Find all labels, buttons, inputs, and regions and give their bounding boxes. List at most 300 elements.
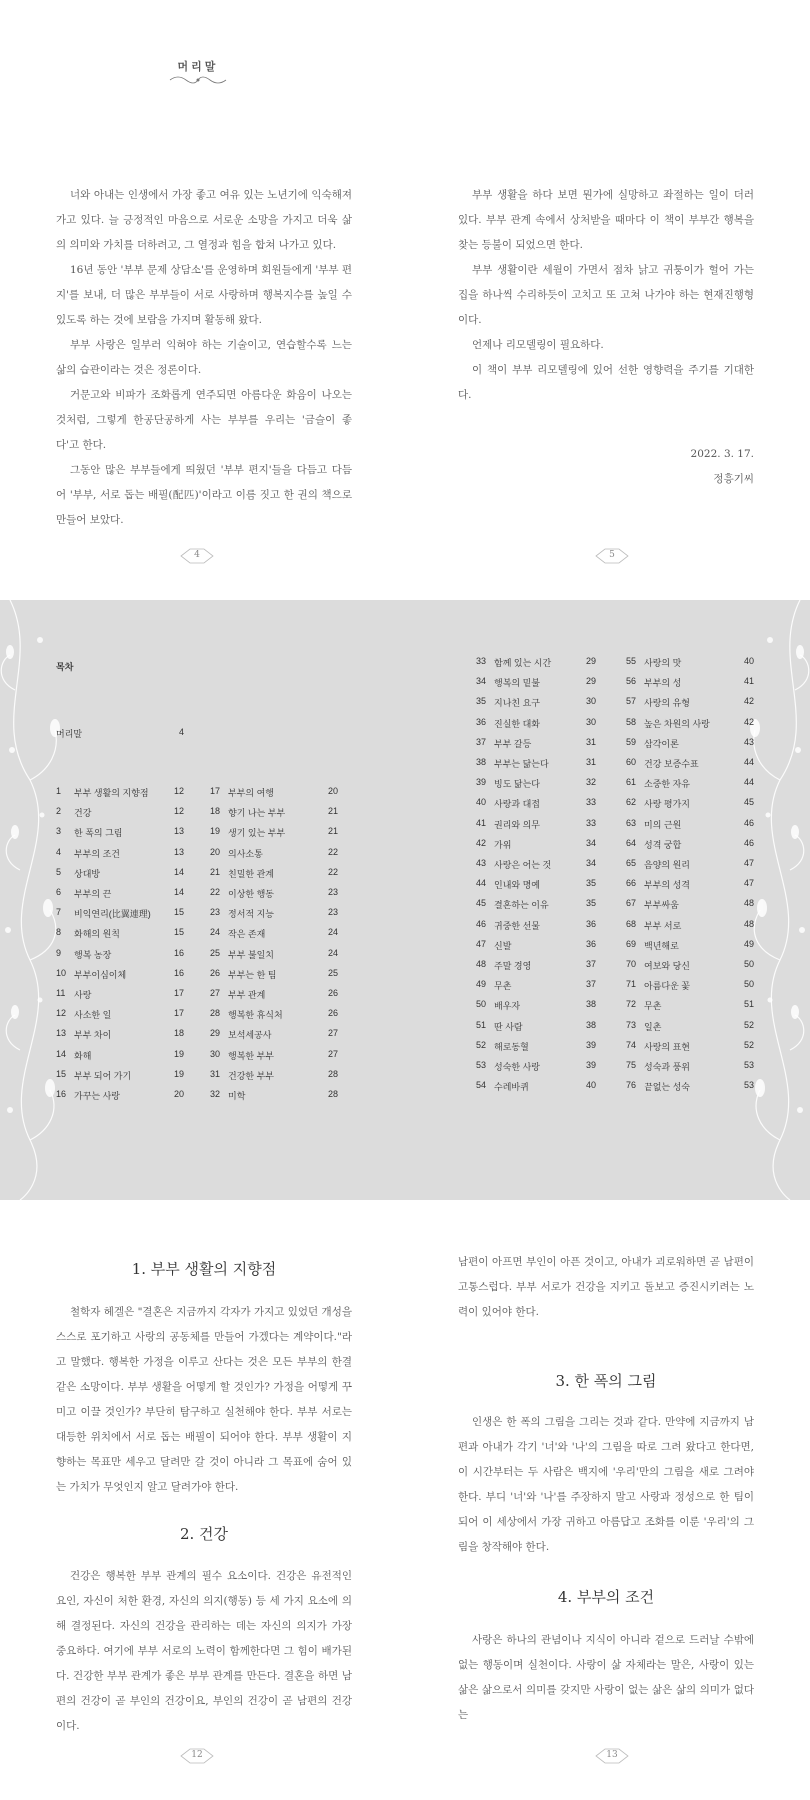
preface-paragraph: 부부 사랑은 일부러 익혀야 하는 기술이고, 연습할수록 느는 삶의 습관이라는 것은 정론이다. [56, 339, 352, 376]
toc-entry[interactable] [56, 948, 184, 962]
toc-entry[interactable] [476, 1020, 596, 1034]
toc-entry[interactable] [626, 1080, 754, 1094]
chapter-title: 4. 부부의 조건 [557, 1588, 655, 1606]
toc-entry-number: 25 [210, 947, 221, 958]
toc-entry-label: 여보와 당신 [644, 961, 690, 971]
toc-entry[interactable] [476, 878, 596, 892]
toc-entry-label: 삼각이론 [644, 738, 679, 749]
toc-entry-label: 부부 서로 [644, 920, 682, 931]
toc-entry-label: 향기 나는 부부 [228, 808, 286, 819]
toc-entry[interactable] [626, 1060, 754, 1074]
toc-entry-page: 13 [173, 846, 184, 857]
toc-entry-number: 58 [626, 716, 637, 727]
toc-entry-label: 친밀한 관계 [228, 868, 274, 879]
toc-entry[interactable] [626, 757, 754, 771]
preface-paragraph: 그동안 많은 부부들에게 띄웠던 '부부 편지'들을 다듬고 다듬어 '부부, 서로 돕는 배필(配匹)'이라고 이름 짓고 한 권의 책으로 만들어 보았다. [56, 464, 352, 526]
toc-entry-label: 부부의 조건 [74, 848, 120, 859]
toc-entry-label: 부부 불일치 [228, 949, 274, 960]
toc-entry-page: 27 [327, 1048, 338, 1059]
preface-paragraph: 언제나 리모델링이 필요하다. [472, 339, 604, 351]
toc-entry-page: 36 [585, 918, 596, 929]
toc-entry-number: 10 [56, 967, 67, 978]
toc-entry-label: 성숙과 풍위 [644, 1062, 690, 1072]
toc-entry-number: 56 [626, 676, 637, 687]
toc-entry-page: 29 [585, 676, 596, 687]
toc-entry-number: 37 [476, 736, 487, 747]
preface-paragraph: 거문고와 비파가 조화롭게 연주되면 아름다운 화음이 나오는 것처럼, 그렇게 한공단공하게 사는 부부를 우리는 '금슬이 좋다'고 한다. [56, 389, 352, 451]
toc-entry[interactable] [626, 696, 754, 710]
toc-entry-label: 결혼하는 이유 [494, 900, 549, 911]
toc-entry[interactable] [626, 737, 754, 751]
toc-entry[interactable] [210, 927, 338, 941]
toc-title: 목차 [56, 662, 74, 672]
toc-entry[interactable] [626, 858, 754, 872]
toc-entry-label: 부부의 성격 [644, 880, 690, 891]
toc-entry-label: 생기 있는 부부 [228, 828, 286, 839]
toc-entry[interactable] [56, 887, 184, 901]
toc-entry-number: 73 [626, 1019, 637, 1030]
toc-entry-number: 54 [476, 1080, 487, 1091]
toc-entry-number: 68 [626, 918, 637, 929]
toc-entry-label: 딴 사람 [494, 1021, 523, 1032]
toc-entry-number: 22 [210, 887, 221, 897]
header-ornament-icon [168, 74, 228, 86]
toc-entry-number: 18 [210, 806, 221, 817]
toc-entry[interactable] [476, 838, 596, 852]
toc-entry-number: 72 [626, 999, 637, 1010]
toc-entry-number: 39 [476, 777, 487, 788]
preface-right-text [458, 183, 754, 492]
toc-entry-page: 52 [743, 1019, 754, 1030]
page-number: 5 [595, 548, 629, 564]
toc-entry[interactable] [56, 826, 184, 840]
toc-entry-label: 사랑의 유형 [644, 698, 690, 709]
toc-entry-page: 24 [327, 947, 338, 958]
toc-entry-label: 행복의 밑불 [494, 678, 540, 689]
toc-entry-number: 34 [476, 676, 487, 687]
toc-entry-label: 해로동혈 [494, 1041, 529, 1052]
toc-entry-page: 48 [743, 918, 754, 929]
toc-entry-page: 28 [327, 1089, 338, 1099]
chapter-title: 2. 건강 [179, 1525, 229, 1543]
toc-entry[interactable] [626, 717, 754, 731]
toc-entry[interactable] [210, 1049, 338, 1063]
toc-entry-number: 35 [476, 696, 487, 707]
toc-entry[interactable] [476, 939, 596, 953]
toc-entry-label: 수레바퀴 [494, 1082, 529, 1093]
toc-entry-label: 사랑의 표현 [644, 1041, 690, 1052]
toc-entry-page: 22 [327, 866, 338, 877]
toc-entry-label: 사랑 [74, 990, 92, 1000]
toc-entry[interactable] [210, 1008, 338, 1022]
toc-entry[interactable] [56, 1069, 184, 1083]
toc-entry-number: 21 [210, 866, 221, 877]
toc-entry-page: 30 [585, 716, 596, 727]
toc-entry-label: 사랑과 대접 [494, 799, 540, 810]
toc-entry[interactable] [210, 948, 338, 962]
toc-entry-number: 13 [56, 1028, 67, 1039]
toc-entry-page: 31 [585, 736, 596, 747]
toc-entry[interactable] [626, 1040, 754, 1054]
toc-entry-page: 32 [585, 777, 596, 788]
toc-entry-page: 21 [327, 826, 338, 837]
toc-entry-label: 귀중한 선물 [494, 920, 540, 931]
toc-entry-number: 64 [626, 837, 637, 848]
toc-entry-number: 48 [476, 959, 487, 969]
toc-entry-label: 의사소통 [228, 848, 263, 859]
preface-paragraph: 16년 동안 '부부 문제 상담소'를 운영하며 회원들에게 '부부 편지'를 보내, 더 많은 부부들이 서로 사랑하며 행복지수를 높일 수 있도록 하는 것에 보람을 가지며 활동해 왔다. [56, 264, 353, 326]
preface-spread [0, 0, 810, 600]
preface-date: 2022. 3. 17. [690, 448, 754, 460]
toc-entry-page: 39 [585, 1060, 596, 1070]
toc-entry-label: 건강 [74, 808, 92, 819]
toc-entry-label: 높은 차원의 사랑 [644, 718, 710, 729]
toc-entry-label: 끝없는 성숙 [644, 1082, 690, 1093]
toc-entry-number: 3 [56, 826, 62, 837]
toc-entry-label: 사랑 평가지 [644, 799, 690, 810]
toc-entry-page: 45 [743, 797, 754, 808]
toc-entry[interactable] [476, 777, 596, 791]
toc-entry-number: 67 [626, 898, 637, 909]
toc-entry[interactable] [476, 979, 596, 993]
toc-entry[interactable] [626, 898, 754, 912]
toc-entry-label: 부부의 끈 [74, 889, 112, 899]
toc-entry-page: 34 [585, 837, 596, 848]
toc-entry[interactable] [626, 676, 754, 690]
toc-entry[interactable] [56, 867, 184, 881]
toc-entry-page: 29 [585, 656, 596, 666]
toc-entry-page: 30 [585, 696, 596, 707]
toc-entry[interactable] [626, 656, 754, 670]
toc-entry[interactable] [210, 1028, 338, 1042]
toc-entry[interactable] [210, 1069, 338, 1083]
toc-entry-label: 일촌 [644, 1021, 662, 1032]
toc-entry-page: 51 [743, 999, 754, 1010]
toc-entry-label: 음양의 원리 [644, 860, 690, 870]
toc-entry-label: 사소한 일 [74, 1010, 112, 1021]
toc-entry-page: 13 [173, 826, 184, 837]
toc-entry-label: 부부 되어 가기 [74, 1070, 132, 1081]
toc-entry[interactable] [210, 847, 338, 861]
toc-entry[interactable] [56, 1089, 184, 1103]
toc-entry-label: 행복 농장 [74, 949, 112, 960]
toc-entry-number: 19 [210, 826, 221, 837]
toc-entry[interactable] [56, 1028, 184, 1042]
toc-entry[interactable] [476, 858, 596, 872]
toc-entry-number: 29 [210, 1028, 221, 1039]
toc-entry-number: 44 [476, 878, 487, 889]
toc-entry-number: 6 [56, 887, 62, 897]
toc-entry-label: 정서적 지능 [228, 909, 274, 920]
toc-entry[interactable] [56, 907, 184, 921]
toc-entry-page: 14 [173, 866, 184, 877]
toc-entry-number: 2 [56, 806, 62, 817]
toc-entry-page: 41 [743, 676, 754, 687]
toc-entry[interactable] [626, 939, 754, 953]
toc-entry-number: 57 [626, 696, 637, 707]
toc-entry-label: 화해 [74, 1050, 92, 1061]
toc-entry-label: 보석세공사 [228, 1030, 272, 1041]
toc-entry[interactable] [210, 806, 338, 820]
toc-entry-label: 부부싸움 [644, 900, 679, 911]
toc-entry[interactable] [626, 919, 754, 933]
page-number: 4 [180, 548, 214, 564]
toc-entry-number: 30 [210, 1048, 221, 1059]
toc-entry-page: 35 [585, 898, 596, 909]
toc-entry-page: 44 [743, 777, 754, 788]
toc-entry-label: 지나친 요구 [494, 698, 540, 709]
toc-entry[interactable] [56, 806, 184, 820]
toc-entry[interactable] [56, 1008, 184, 1022]
toc-entry[interactable] [626, 1020, 754, 1034]
toc-entry-page: 16 [173, 967, 184, 978]
toc-entry-page: 39 [585, 1039, 596, 1050]
toc-entry[interactable] [476, 1040, 596, 1054]
toc-entry-page: 40 [743, 656, 754, 666]
toc-entry-label: 백년해로 [644, 940, 679, 951]
toc-entry-page: 33 [585, 817, 596, 828]
toc-entry-label: 성숙한 사랑 [494, 1062, 540, 1072]
toc-entry-page: 38 [585, 999, 596, 1010]
toc-entry[interactable] [476, 717, 596, 731]
toc-entry[interactable] [210, 907, 338, 921]
toc-entry-label: 행복한 부부 [228, 1050, 274, 1061]
toc-entry[interactable] [476, 999, 596, 1013]
toc-entry-label: 무촌 [644, 1001, 662, 1012]
toc-entry-number: 31 [210, 1068, 221, 1079]
toc-entry-label: 신발 [494, 940, 512, 951]
toc-entry-number: 66 [626, 878, 637, 889]
toc-entry-label: 인내와 명예 [494, 880, 540, 891]
toc-entry-page: 21 [327, 806, 338, 817]
toc-entry[interactable] [56, 847, 184, 861]
toc-entry-page: 18 [173, 1028, 184, 1039]
toc-entry[interactable] [626, 818, 754, 832]
toc-entry-label: 이상한 행동 [228, 889, 274, 899]
toc-entry-number: 71 [626, 979, 637, 990]
toc-entry-number: 27 [210, 988, 221, 998]
toc-entry-page: 23 [327, 887, 338, 897]
toc-entry-number: 32 [210, 1089, 221, 1099]
toc-entry[interactable] [626, 838, 754, 852]
toc-entry-number: 62 [626, 797, 637, 808]
toc-entry[interactable] [626, 959, 754, 973]
toc-entry[interactable] [210, 1089, 338, 1103]
toc-entry-label: 미의 근원 [644, 819, 682, 830]
toc-entry[interactable] [476, 1060, 596, 1074]
toc-entry-number: 42 [476, 837, 487, 848]
toc-entry[interactable] [476, 737, 596, 751]
toc-entry-number: 17 [210, 786, 221, 796]
toc-entry[interactable] [626, 999, 754, 1013]
toc-entry-number: 4 [56, 846, 62, 857]
toc-entry-label: 작은 존재 [228, 929, 266, 940]
toc-entry-label: 배우자 [494, 1001, 521, 1012]
toc-entry-number: 33 [476, 656, 487, 666]
toc-entry-page: 17 [173, 988, 184, 998]
toc-entry-page: 15 [173, 907, 184, 918]
toc-entry-label: 권리와 의무 [494, 819, 540, 830]
toc-entry-number: 53 [476, 1060, 487, 1070]
toc-entry-number: 20 [210, 846, 221, 857]
toc-entry-label: 한 폭의 그림 [74, 828, 123, 839]
toc-entry-page: 14 [173, 887, 184, 897]
toc-entry-number: 52 [476, 1039, 487, 1050]
page-number: 12 [180, 1748, 214, 1764]
toc-entry-page: 16 [173, 947, 184, 958]
toc-entry-number: 70 [626, 959, 637, 969]
toc-entry[interactable] [476, 959, 596, 973]
toc-entry-page: 12 [173, 806, 184, 817]
toc-entry-number: 59 [626, 736, 637, 747]
toc-spread [0, 600, 810, 1200]
toc-entry-label: 부부 차이 [74, 1030, 112, 1041]
toc-entry[interactable] [476, 818, 596, 832]
toc-entry-page: 34 [585, 858, 596, 868]
chapter-text: 인생은 한 폭의 그림을 그리는 것과 같다. 만약에 지금까지 남편과 아내가 각기 '너'와 '나'의 그림을 따로 그려 왔다고 한다면, 이 시간부터는 두 사람은 백지에 '우리'만의 그림을 새로 그려야 한다. 부디 '너'와 '나'를 주장하지 말고 사랑과 정성으로 한 팀이 되어 이 세상에서 가장 귀하고 아름답고 조화를 이룬 '우리'의 그림을 창작해야 한다. [458, 1416, 754, 1553]
toc-entry[interactable] [476, 797, 596, 811]
toc-entry-label: 빙도 닮는다 [494, 779, 540, 790]
toc-entry-number: 63 [626, 817, 637, 828]
toc-entry-number: 14 [56, 1048, 67, 1059]
chapter-title: 3. 한 폭의 그림 [555, 1372, 657, 1390]
toc-entry-page: 46 [743, 837, 754, 848]
toc-entry-preface[interactable] [56, 727, 184, 741]
toc-entry-label: 무촌 [494, 981, 512, 992]
toc-entry-page: 37 [585, 979, 596, 990]
chapter-text: 건강은 행복한 부부 관계의 필수 요소이다. 건강은 유전적인 요인, 자신이 처한 환경, 자신의 의지(행동) 등 세 가지 요소에 의해 결정된다. 자신의 건강을 관리하는 데는 자신의 의지가 가장 중요하다. 여기에 부부 서로의 노력이 함께한다면 그 힘이 배가된다. 건강한 부부 관계가 좋은 부부 관계를 만든다. 결혼을 하면 남편의 건강이 곧 부인의 건강이요, 부인의 건강이 곧 남편의 건강이다. [56, 1570, 352, 1732]
toc-entry-number: 69 [626, 938, 637, 949]
toc-entry-number: 8 [56, 927, 62, 938]
toc-entry-label: 부부의 성 [644, 678, 682, 689]
toc-entry-page: 48 [743, 898, 754, 909]
toc-entry[interactable] [476, 676, 596, 690]
toc-entry-label: 함께 있는 시간 [494, 658, 552, 668]
toc-entry-number: 1 [56, 786, 62, 796]
toc-entry[interactable] [56, 968, 184, 982]
toc-entry-page: 47 [743, 878, 754, 889]
preface-author: 정흥기씨 [713, 473, 754, 485]
toc-entry-label: 화해의 원칙 [74, 929, 120, 940]
chapter-text: 남편이 아프면 부인이 아픈 것이고, 아내가 괴로워하면 곧 남편이 고통스럽다. 부부 서로가 건강을 지키고 돌보고 증진시키려는 노력이 있어야 한다. [458, 1256, 754, 1318]
toc-entry-page: 42 [743, 716, 754, 727]
toc-entry-page: 46 [743, 817, 754, 828]
toc-entry-page: 27 [327, 1028, 338, 1039]
toc-entry-page: 38 [585, 1019, 596, 1030]
toc-entry[interactable] [210, 786, 338, 800]
toc-entry[interactable] [476, 919, 596, 933]
toc-entry-number: 45 [476, 898, 487, 909]
toc-entry-number: 26 [210, 967, 221, 978]
toc-entry-number: 61 [626, 777, 637, 788]
toc-entry[interactable] [476, 1080, 596, 1094]
toc-entry[interactable] [210, 968, 338, 982]
toc-entry[interactable] [626, 979, 754, 993]
toc-entry-number: 51 [476, 1019, 487, 1030]
toc-entry-label: 미학 [228, 1091, 246, 1101]
toc-entry-label: 가꾸는 사랑 [74, 1091, 120, 1101]
toc-entry-label: 성격 궁합 [644, 839, 682, 850]
toc-entry-label: 사랑은 어는 것 [494, 860, 552, 870]
toc-entry-label: 가위 [494, 839, 512, 850]
toc-entry-number: 46 [476, 918, 487, 929]
toc-entry-number: 41 [476, 817, 487, 828]
toc-entry[interactable] [56, 1049, 184, 1063]
toc-entry-page: 37 [585, 959, 596, 969]
page-number: 13 [595, 1748, 629, 1764]
toc-entry-number: 76 [626, 1080, 637, 1091]
toc-entry-number: 50 [476, 999, 487, 1010]
toc-entry-label: 사랑의 맛 [644, 658, 682, 668]
toc-entry-page: 43 [743, 736, 754, 747]
toc-entry-number: 11 [56, 988, 66, 998]
toc-entry-number: 55 [626, 656, 637, 666]
toc-entry-label: 건강 보증수표 [644, 759, 699, 769]
toc-entry-number: 9 [56, 947, 62, 958]
toc-entry-page: 47 [743, 858, 754, 868]
toc-entry-page: 12 [173, 786, 184, 796]
toc-entry[interactable] [210, 867, 338, 881]
toc-entry-page: 35 [585, 878, 596, 889]
toc-entry[interactable] [476, 696, 596, 710]
toc-entry[interactable] [56, 786, 184, 800]
toc-entry-number: 38 [476, 757, 487, 767]
toc-entry[interactable] [56, 927, 184, 941]
toc-entry[interactable] [56, 988, 184, 1002]
toc-entry-number: 40 [476, 797, 487, 808]
toc-entry[interactable] [476, 757, 596, 771]
preface-left-text [56, 183, 352, 533]
toc-entry-page: 50 [743, 959, 754, 969]
toc-entry-number: 12 [56, 1008, 67, 1019]
toc-entry[interactable] [476, 656, 596, 670]
toc-entry[interactable] [626, 878, 754, 892]
toc-entry-label: 부부이심이체 [74, 969, 127, 980]
toc-entry-page: 20 [327, 786, 338, 796]
toc-entry[interactable] [210, 887, 338, 901]
toc-entry[interactable] [626, 797, 754, 811]
toc-entry-label: 머리말 [56, 729, 83, 739]
chapter-text: 사랑은 하나의 관념이나 지식이 아니라 겉으로 드러날 수밖에 없는 행동이며 실천이다. 사랑이 삶 자체라는 말은, 사랑이 있는 삶은 삶으로서 의미를 갖지만 사랑이 없는 삶은 삶의 의미가 없다는 [458, 1634, 754, 1721]
preface-paragraph: 부부 생활이란 세월이 가면서 점차 낡고 귀퉁이가 헐어 가는 집을 하나씩 수리하듯이 고치고 또 고쳐 나가야 하는 현재진행형이다. [458, 264, 754, 326]
toc-entry-label: 부부 관계 [228, 990, 266, 1000]
toc-entry-label: 행복한 휴식처 [228, 1010, 283, 1021]
toc-entry-page: 31 [585, 757, 596, 767]
toc-entry-page: 22 [327, 846, 338, 857]
toc-entry-page: 33 [585, 797, 596, 808]
toc-entry-page: 24 [327, 927, 338, 938]
toc-entry[interactable] [210, 988, 338, 1002]
toc-entry-label: 소중한 자유 [644, 779, 690, 790]
preface-header: 머리말 [177, 60, 219, 73]
toc-entry[interactable] [476, 898, 596, 912]
toc-entry-number: 23 [210, 907, 221, 918]
toc-entry-label: 부부 갈등 [494, 738, 532, 749]
toc-entry-number: 15 [56, 1068, 67, 1079]
toc-entry[interactable] [210, 826, 338, 840]
toc-entry-page: 36 [585, 938, 596, 949]
toc-entry-number: 36 [476, 716, 487, 727]
toc-entry-number: 28 [210, 1008, 221, 1019]
toc-entry-label: 부부의 여행 [228, 788, 274, 798]
toc-entry-label: 진실한 대화 [494, 718, 540, 729]
toc-entry[interactable] [626, 777, 754, 791]
toc-entry-label: 주말 경영 [494, 961, 532, 971]
toc-entry-label: 건강한 부부 [228, 1070, 274, 1081]
toc-entry-number: 7 [56, 907, 62, 918]
toc-entry-number: 60 [626, 757, 637, 767]
toc-entry-page: 25 [327, 967, 338, 978]
